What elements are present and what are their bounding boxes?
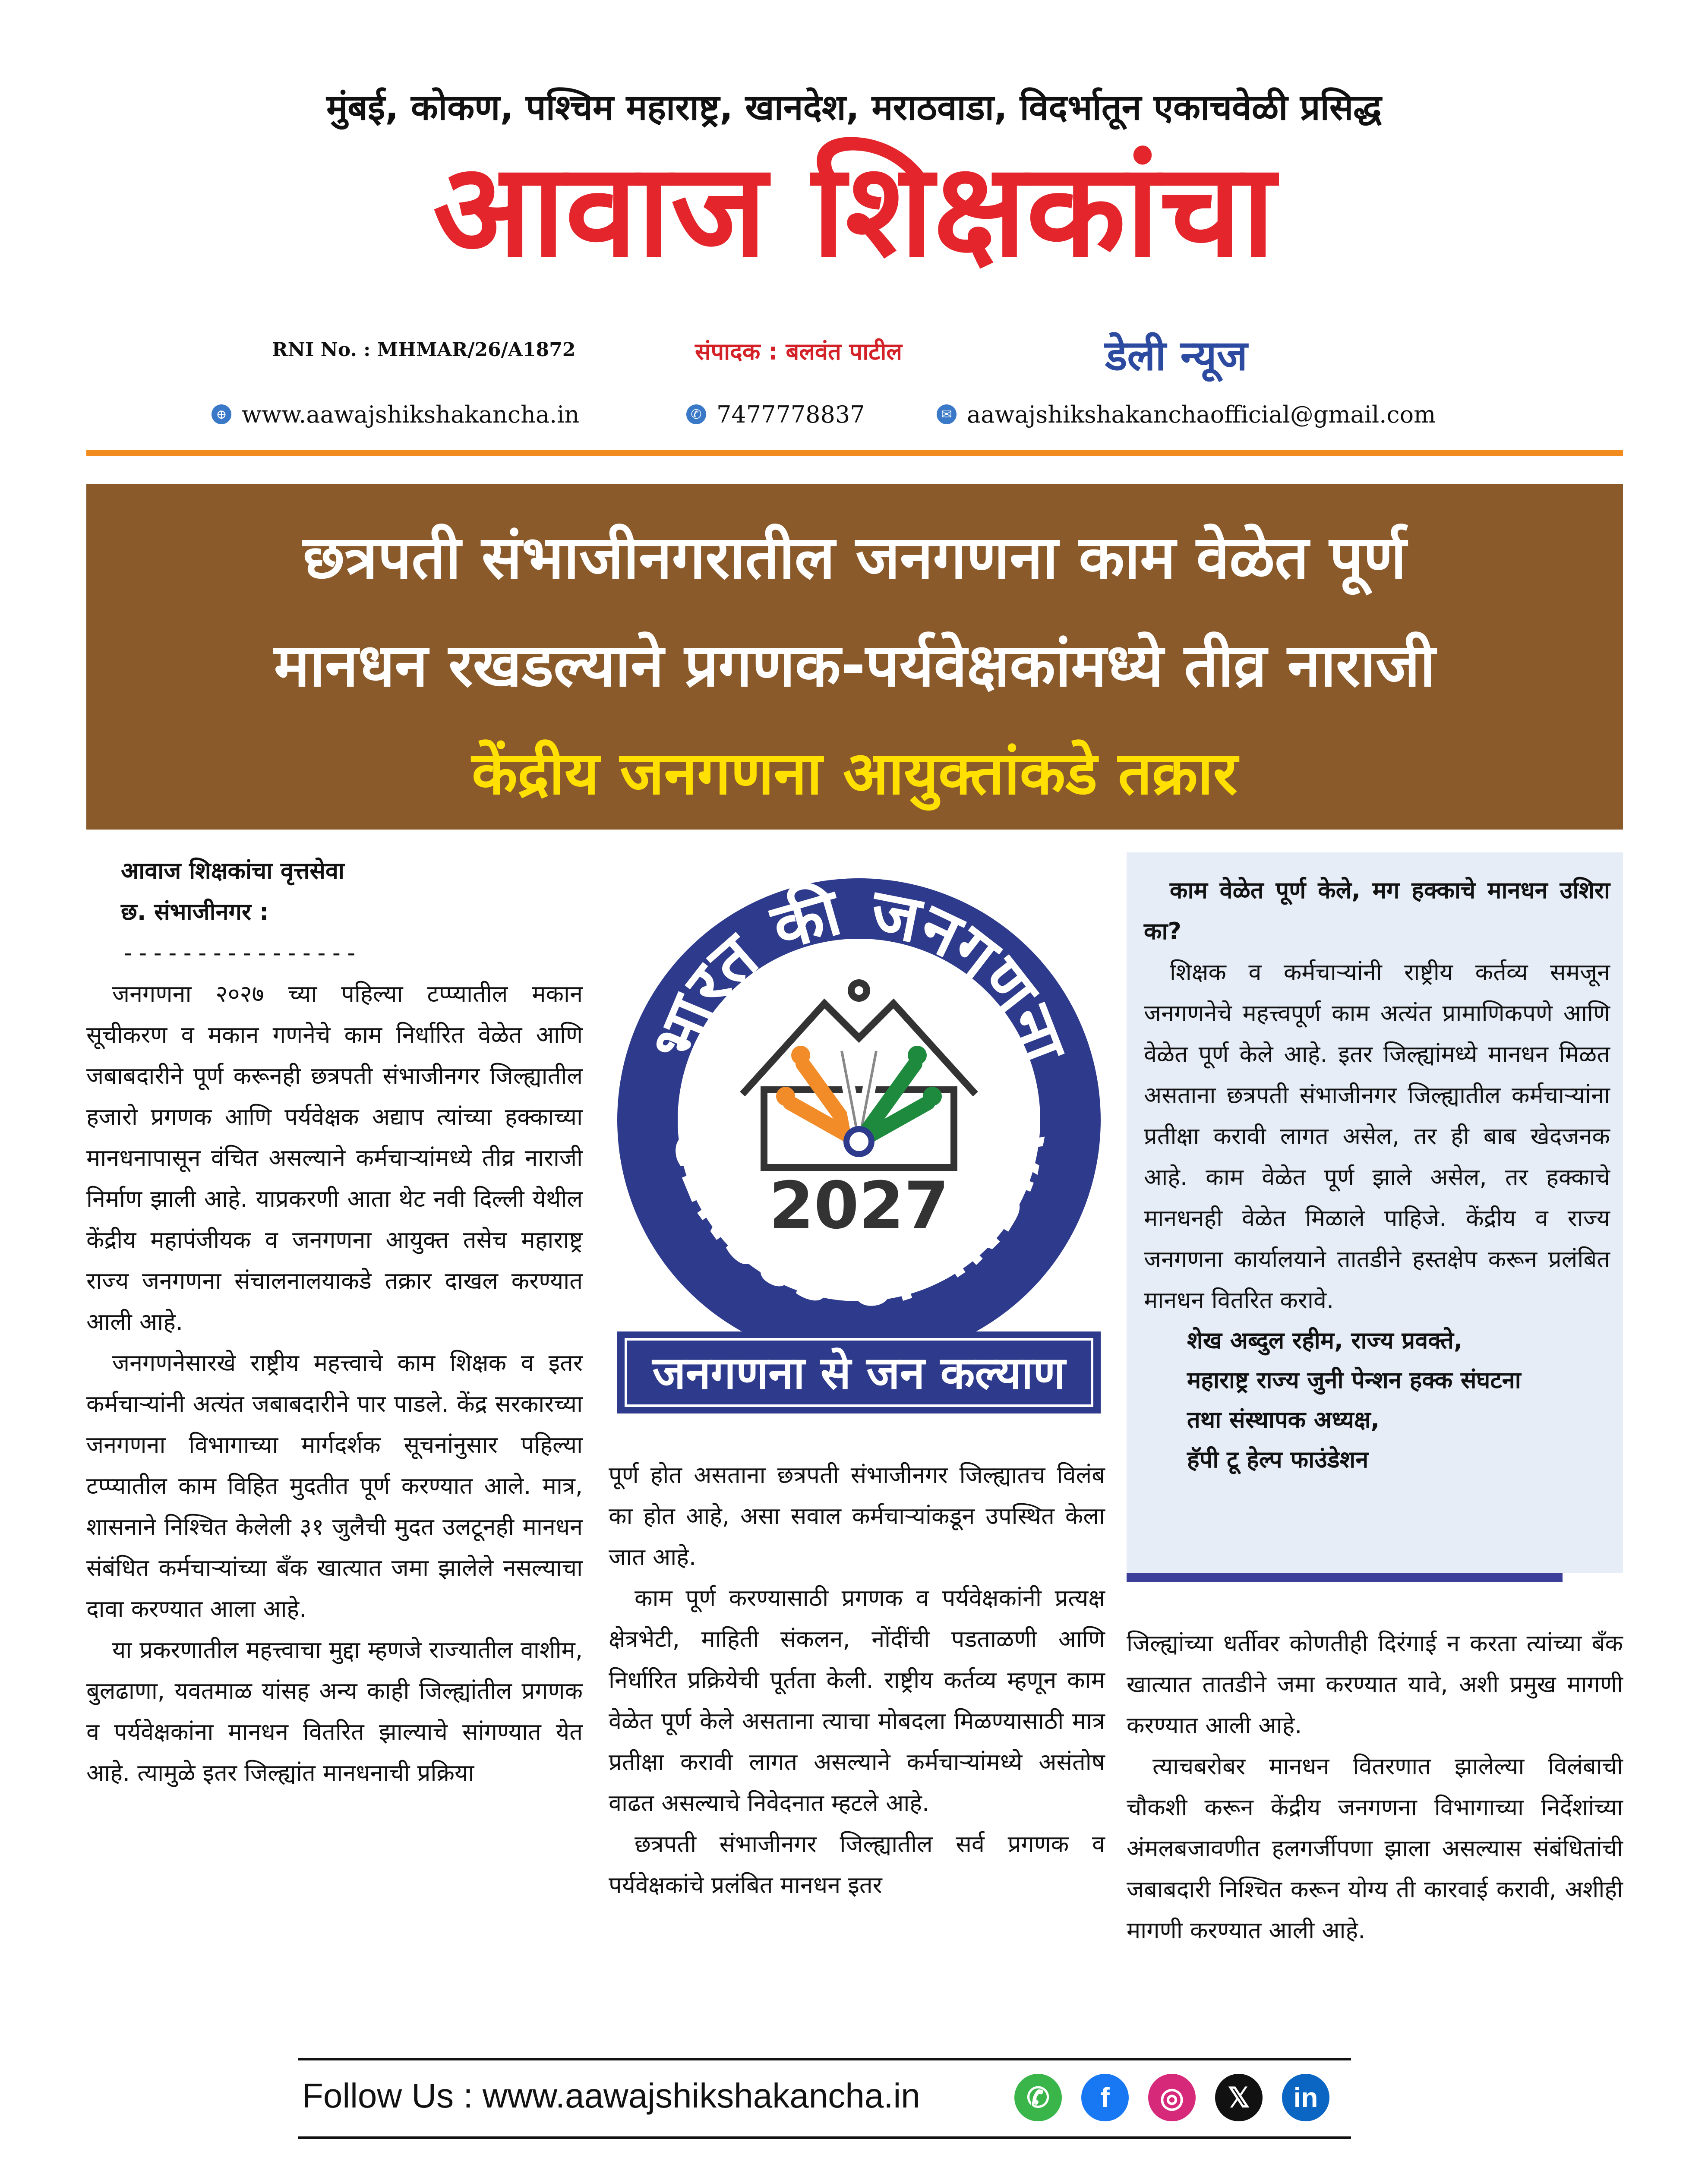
article-paragraph: जिल्ह्यांच्या धर्तीवर कोणतीही दिरंगाई न करता त्यांच्या बँक खात्यात तातडीने जमा करण्यात यावे, अशी प्रमुख मागणी करण्यात आली आहे. <box>1127 1630 1623 1739</box>
phone-icon: ✆ <box>686 404 706 424</box>
sidebar-signature-org: महाराष्ट्र राज्य जुनी पेन्शन हक्क संघटना <box>1187 1366 1521 1394</box>
website-contact[interactable] <box>212 399 579 429</box>
byline-location: छ. संभाजीनगर : <box>121 898 269 925</box>
article-paragraph: जनगणनेसारखे राष्ट्रीय महत्त्वाचे काम शिक्षक व इतर कर्मचाऱ्यांनी अत्यंत जबाबदारीने पार पाडले. केंद्र सरकारच्या जनगणना विभागाच्या मार्गदर्शक सूचनांनुसार पहिल्या टप्प्यातील काम विहित मुदतीत पूर्ण करण्यात आले. मात्र, शासनाने निश्चित केलेली ३१ जुलैची मुदत उलटूनही मानधन संबंधित कर्मचाऱ्यांच्या बँक खात्यात जमा झालेले नसल्याचा दावा करण्यात आला आहे. <box>86 1349 583 1622</box>
footer-divider-bottom <box>298 2136 1351 2139</box>
article-paragraph: या प्रकरणातील महत्त्वाचा मुद्दा म्हणजे राज्यातील वाशीम, बुलढाणा, यवतमाळ यांसह अन्य काही जिल्ह्यांतील प्रगणक व पर्यवेक्षकांना मानधन वितरित झाल्याचे सांगण्यात येत आहे. त्यामुळे इतर जिल्ह्यांत मानधनाची प्रक्रिया <box>86 1636 583 1786</box>
logo-slogan: जनगणना से जन कल्याण <box>652 1347 1066 1399</box>
headline-line-1: छत्रपती संभाजीनगरातील जनगणना काम वेळेत पूर्ण <box>303 523 1406 592</box>
editor-name: संपादक : बलवंत पाटील <box>695 338 903 365</box>
sidebar-heading: काम वेळेत पूर्ण केले, मग हक्काचे मानधन उशिरा का? <box>1144 877 1610 945</box>
sidebar-underline <box>1127 1573 1563 1582</box>
masthead-tagline: मुंबई, कोकण, पश्चिम महाराष्ट्र, खानदेश, मराठवाडा, विदर्भातून एकाचवेळी प्रसिद्ध <box>326 87 1382 128</box>
article-paragraph: जनगणना २०२७ च्या पहिल्या टप्प्यातील मकान सूचीकरण व मकान गणनेचे काम निर्धारित वेळेत आणि जबाबदारीने पूर्ण करूनही छत्रपती संभाजीनगर जिल्ह्यातील हजारो प्रगणक आणि पर्यवेक्षक अद्याप त्यांच्या हक्काच्या मानधनापासून वंचित असल्याने कर्मचाऱ्यांमध्ये तीव्र नाराजी निर्माण झाली आहे. याप्रकरणी आता थेट नवी दिल्ली येथील केंद्रीय महापंजीयक व जनगणना आयुक्त तसेच महाराष्ट्र राज्य जनगणना संचालनालयाकडे तक्रार दाखल करण्यात आली आहे. <box>86 980 583 1335</box>
sidebar-body: शिक्षक व कर्मचाऱ्यांनी राष्ट्रीय कर्तव्य समजून जनगणनेचे महत्त्वपूर्ण काम अत्यंत प्रामाणिकपणे आणि वेळेत पूर्ण केले आहे. इतर जिल्ह्यांमध्ये मानधन मिळत असताना छत्रपती संभाजीनगर जिल्ह्यातील कर्मचाऱ्यांना प्रतीक्षा करावी लागत असेल, तर ही बाब खेदजनक आहे. काम वेळेत पूर्ण झाले असेल, तर हक्काचे मानधनही वेळेत मिळाले पाहिजे. केंद्रीय व राज्य जनगणना कार्यालयाने तातडीने हस्तक्षेप करून प्रलंबित मानधन वितरित करावे. <box>1144 959 1610 1314</box>
sidebar-signature-name: शेख अब्दुल रहीम, राज्य प्रवक्ते, <box>1187 1327 1463 1354</box>
article-paragraph: त्याचबरोबर मानधन वितरणात झालेल्या विलंबाची चौकशी करून केंद्रीय जनगणना विभागाच्या निर्देशांच्या अंमलबजावणीत हलगर्जीपणा झाला असल्यास संबंधितांची जबाबदारी निश्चित करून योग्य ती कारवाई करावी, अशीही मागणी करण्यात आली आहे. <box>1127 1753 1623 1944</box>
census-logo <box>600 861 1118 1422</box>
article-paragraph: काम पूर्ण करण्यासाठी प्रगणक व पर्यवेक्षकांनी प्रत्यक्ष क्षेत्रभेटी, माहिती संकलन, नोंदींची पडताळणी आणि निर्धारित प्रक्रियेची पूर्तता केली. राष्ट्रीय कर्तव्य म्हणून काम वेळेत पूर्ण केले असताना त्याचा मोबदला मिळण्यासाठी मात्र प्रतीक्षा करावी लागत असल्याने कर्मचाऱ्यांमध्ये असंतोष वाढत असल्याचे निवेदनात म्हटले आहे. <box>609 1584 1105 1817</box>
phone-text[interactable]: 7477778837 <box>717 401 865 428</box>
sidebar-signature-role: तथा संस्थापक अध्यक्ष, <box>1187 1406 1380 1433</box>
headline-line-2: मानधन रखडल्याने प्रगणक-पर्यवेक्षकांमध्ये तीव्र नाराजी <box>274 631 1436 700</box>
instagram-icon[interactable]: ◎ <box>1148 2074 1196 2121</box>
email-icon: ✉ <box>937 404 957 424</box>
article-paragraph: पूर्ण होत असताना छत्रपती संभाजीनगर जिल्ह्यातच विलंब का होत आहे, असा सवाल कर्मचाऱ्यांकडून उपस्थित केला जात आहे. <box>609 1461 1105 1571</box>
edition-label: डेली न्यूज <box>1105 331 1247 380</box>
quote-sidebar <box>1127 852 1623 1573</box>
sidebar-signature-foundation: हॅपी टू हेल्प फाउंडेशन <box>1187 1446 1369 1473</box>
masthead-title: आवाज शिक्षकांचा <box>433 135 1275 286</box>
star-icon <box>848 979 870 1002</box>
headline-line-3: केंद्रीय जनगणना आयुक्तांकडे तक्रार <box>471 738 1238 808</box>
x-icon[interactable]: 𝕏 <box>1215 2074 1263 2121</box>
logo-bottom-text: CENSUS OF INDIA <box>660 1124 1058 1319</box>
email-contact[interactable] <box>937 399 1436 429</box>
linkedin-icon[interactable]: in <box>1282 2074 1329 2121</box>
masthead-divider <box>86 450 1623 456</box>
facebook-icon[interactable]: f <box>1081 2074 1129 2121</box>
footer-divider-top <box>298 2058 1351 2060</box>
article-column-middle <box>609 1454 1105 1906</box>
whatsapp-icon[interactable]: ✆ <box>1014 2074 1062 2121</box>
phone-contact[interactable] <box>686 399 865 429</box>
email-text[interactable]: aawajshikshakanchaofficial@gmail.com <box>967 401 1436 428</box>
byline-agency: आवाज शिक्षकांचा वृत्तसेवा <box>121 857 344 884</box>
article-column-right <box>1127 1623 1623 1951</box>
rni-number: RNI No. : MHMAR/26/A1872 <box>272 339 576 361</box>
website-text[interactable]: www.aawajshikshakancha.in <box>242 401 580 428</box>
logo-year: 2027 <box>769 1168 949 1243</box>
headline-box <box>86 484 1623 830</box>
globe-icon: ⊕ <box>212 404 231 424</box>
byline-separator: ---------------- <box>121 939 360 966</box>
article-column-left <box>86 850 583 1793</box>
article-paragraph: छत्रपती संभाजीनगर जिल्ह्यातील सर्व प्रगणक व पर्यवेक्षकांचे प्रलंबित मानधन इतर <box>609 1830 1105 1899</box>
follow-us-link[interactable]: Follow Us : www.aawajshikshakancha.in <box>302 2076 920 2115</box>
logo-top-text: भारत की जनगणना <box>637 874 1081 1073</box>
